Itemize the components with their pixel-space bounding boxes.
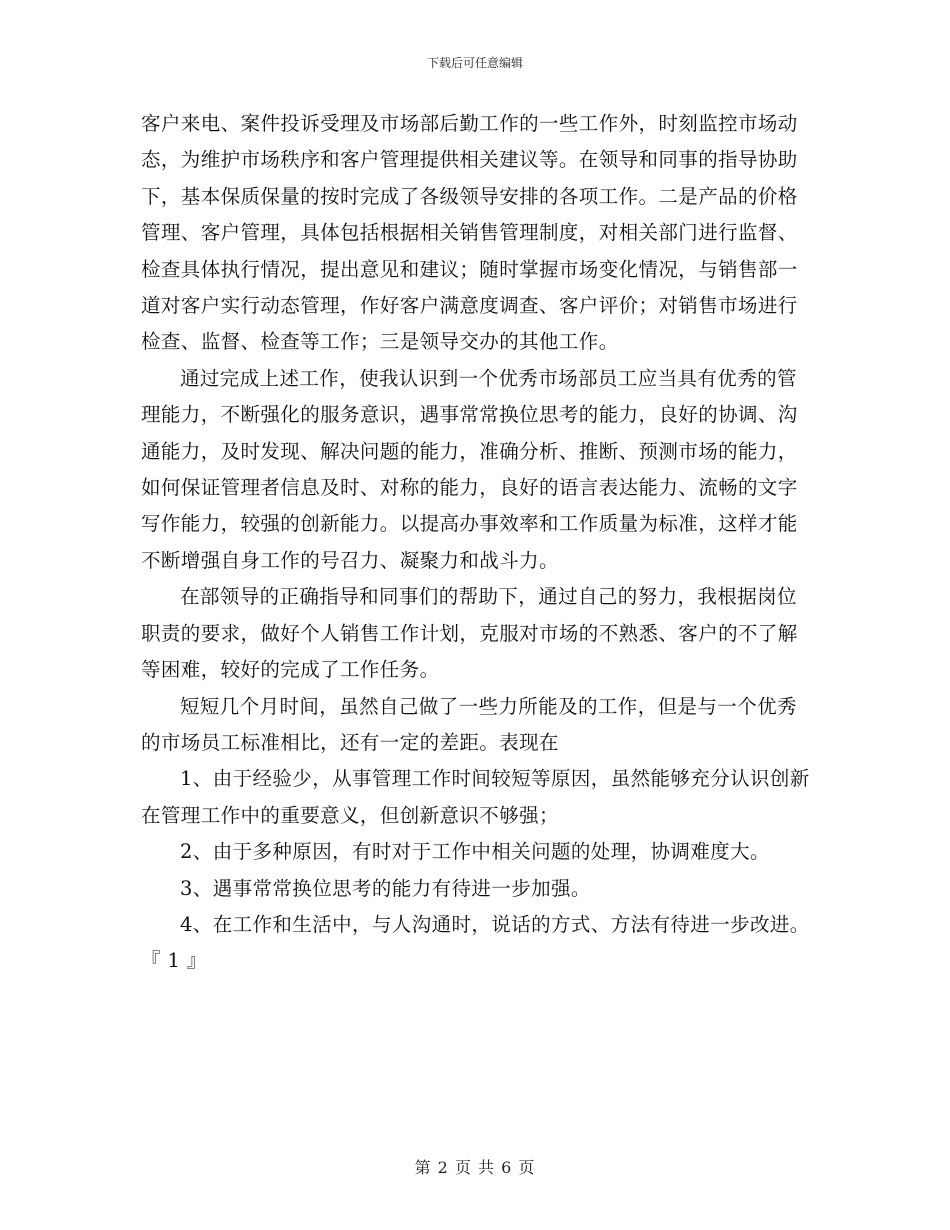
header-note: 下载后可任意编辑	[426, 56, 523, 70]
list-item: 3、遇事常常换位思考的能力有待进一步加强。	[180, 876, 591, 900]
list-item: 2、由于多种原因，有时对于工作中相关问题的处理，协调难度大。	[180, 840, 770, 864]
paragraph: 短短几个月时间，虽然自己做了一些力所能及的工作，但是与一个优秀的市场员工标准相比，还有一定的差距。表现在	[141, 694, 797, 754]
document-body	[141, 106, 813, 980]
paragraph: 通过完成上述工作，使我认识到一个优秀市场部员工应当具有优秀的管理能力，不断强化的服务意识，遇事常常换位思考的能力，良好的协调、沟通能力，及时发现、解决问题的能力，准确分析、推断、预测市场的能力，如何保证管理者信息及时、对称的能力，良好的语言表达能力、流畅的文字写作能力，较强的创新能力。以提高办事效率和工作质量为标准，这样才能不断增强自身工作的号召力、凝聚力和战斗力。	[141, 366, 798, 572]
paragraph: 客户来电、案件投诉受理及市场部后勤工作的一些工作外，时刻监控市场动态，为维护市场秩序和客户管理提供相关建议等。在领导和同事的指导协助下，基本保质保量的按时完成了各级领导安排的各项工作。二是产品的价格管理、客户管理，具体包括根据相关销售管理制度，对相关部门进行监督、检查具体执行情况，提出意见和建议；随时掌握市场变化情况，与销售部一道对客户实行动态管理，作好客户满意度调查、客户评价；对销售市场进行检查、监督、检查等工作；三是领导交办的其他工作。	[141, 112, 798, 354]
list-item: 4、在工作和生活中，与人沟通时，说话的方式、方法有待进一步改进。	[180, 912, 810, 936]
paragraph: 在部领导的正确指导和同事们的帮助下，通过自己的努力，我根据岗位职责的要求，做好个人销售工作计划，克服对市场的不熟悉、客户的不了解等困难，较好的完成了工作任务。	[141, 585, 798, 682]
bracket-marker: 『 1 』	[141, 949, 207, 973]
page-number-footer: 第 2 页 共 6 页	[414, 1158, 536, 1177]
list-item: 1、由于经验少，从事管理工作时间较短等原因，虽然能够充分认识创新在管理工作中的重要意义，但创新意识不够强；	[141, 767, 810, 827]
